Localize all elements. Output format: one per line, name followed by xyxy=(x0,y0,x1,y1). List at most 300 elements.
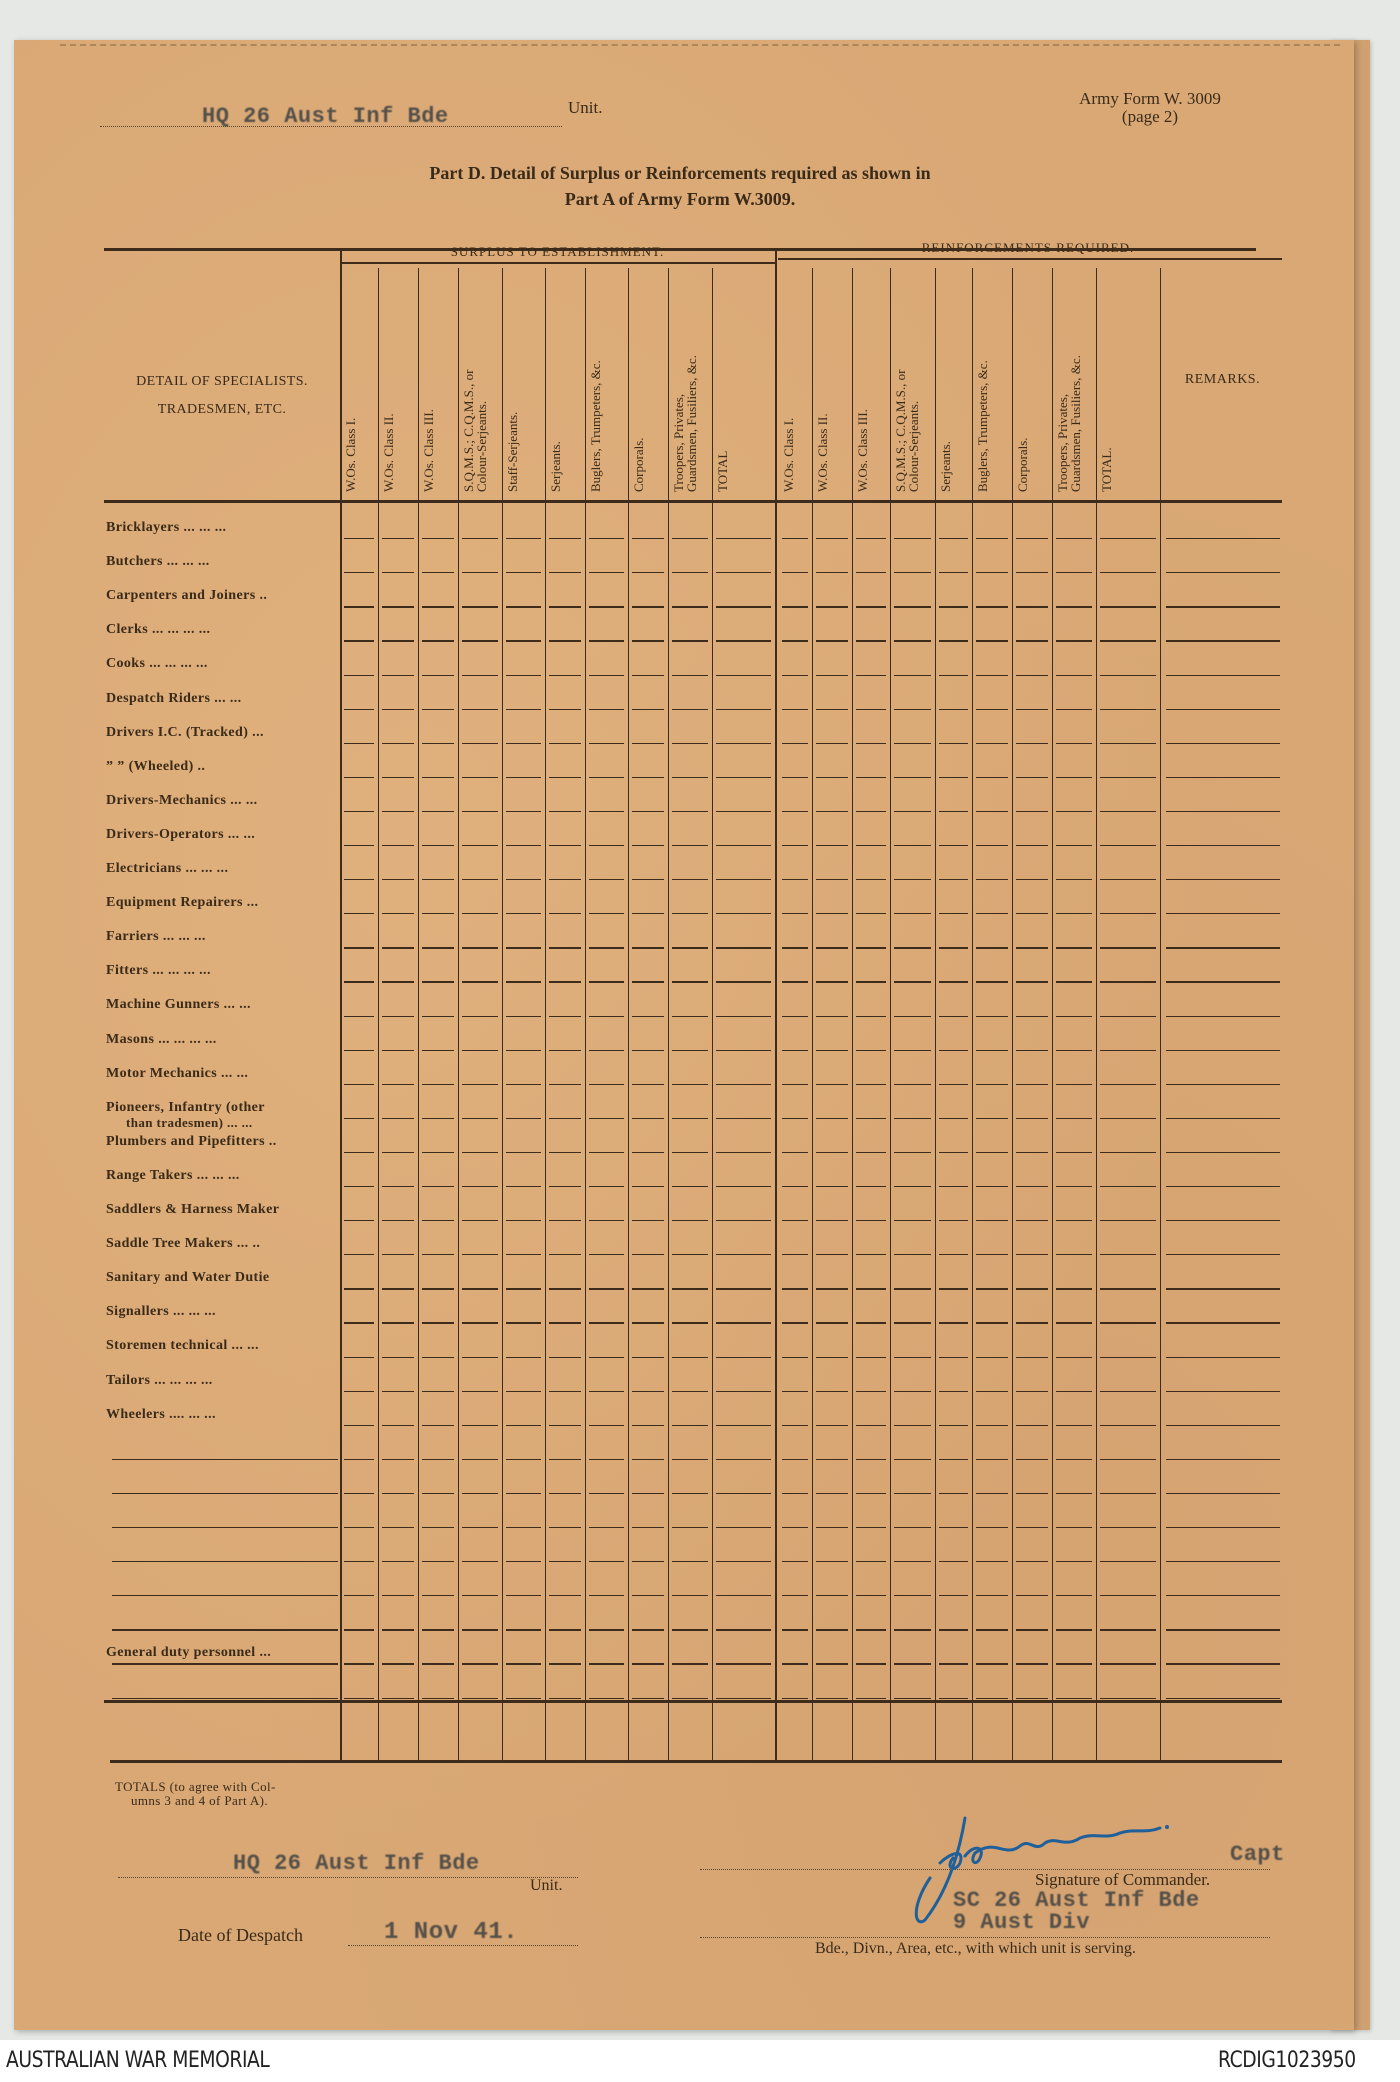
cell-rule xyxy=(782,1357,808,1358)
cell-rule xyxy=(672,1152,708,1153)
cell-rule xyxy=(1100,1254,1156,1255)
cell-rule xyxy=(976,1186,1008,1187)
cell-rule xyxy=(382,1220,414,1221)
cell-rule xyxy=(1056,1016,1092,1017)
surplus-column-header: Buglers, Trumpeters, &c. xyxy=(588,360,603,492)
cell-rule xyxy=(344,1322,374,1323)
cell-rule xyxy=(1100,1288,1156,1289)
cell-rule xyxy=(344,640,374,641)
cell-rule xyxy=(816,1459,848,1460)
cell-rule xyxy=(1100,1663,1156,1664)
cell-rule xyxy=(894,640,931,641)
cell-rule xyxy=(382,1118,414,1119)
cell-rule xyxy=(589,777,624,778)
cell-rule xyxy=(672,640,708,641)
cell-rule xyxy=(1100,947,1156,948)
cell-rule xyxy=(1100,1050,1156,1051)
specialist-row-label: Plumbers and Pipefitters .. xyxy=(106,1133,277,1149)
cell-rule xyxy=(506,811,541,812)
cell-rule xyxy=(549,640,581,641)
cell-rule xyxy=(1016,709,1048,710)
cell-rule xyxy=(894,1016,931,1017)
cell-rule xyxy=(589,1016,624,1017)
cell-rule xyxy=(549,981,581,982)
cell-rule xyxy=(782,845,808,846)
signature-stroke-j xyxy=(916,1818,965,1922)
cell-rule xyxy=(1016,1425,1048,1426)
cell-rule xyxy=(816,1254,848,1255)
cell-rule xyxy=(506,1322,541,1323)
cell-rule xyxy=(1056,743,1092,744)
cell-rule xyxy=(1016,1459,1048,1460)
cell-rule xyxy=(422,1663,454,1664)
cell-rule xyxy=(632,1629,664,1630)
label-rule xyxy=(112,1493,338,1494)
remarks-rule xyxy=(1166,1595,1280,1596)
cell-rule xyxy=(462,1527,498,1528)
cell-rule xyxy=(1100,879,1156,880)
cell-rule xyxy=(506,1220,541,1221)
cell-rule xyxy=(344,538,374,539)
cell-rule xyxy=(939,606,968,607)
cell-rule xyxy=(382,1663,414,1664)
cell-rule xyxy=(716,1629,771,1630)
cell-rule xyxy=(589,1220,624,1221)
cell-rule xyxy=(816,743,848,744)
cell-rule xyxy=(506,572,541,573)
detail-header xyxy=(104,368,340,424)
cell-rule xyxy=(1016,879,1048,880)
specialist-row-label: Tailors ... ... ... ... xyxy=(106,1372,213,1388)
cell-rule xyxy=(422,777,454,778)
cell-rule xyxy=(782,675,808,676)
footer-unit-label: Unit. xyxy=(530,1877,563,1894)
remarks-rule xyxy=(1166,1152,1280,1153)
cell-rule xyxy=(976,879,1008,880)
cell-rule xyxy=(1100,743,1156,744)
cell-rule xyxy=(506,640,541,641)
cell-rule xyxy=(1016,913,1048,914)
cell-rule xyxy=(549,1254,581,1255)
cell-rule xyxy=(382,1595,414,1596)
cell-rule xyxy=(632,1288,664,1289)
cell-rule xyxy=(632,845,664,846)
cell-rule xyxy=(856,1595,886,1596)
cell-rule xyxy=(506,845,541,846)
cell-rule xyxy=(1100,777,1156,778)
cell-rule xyxy=(816,1186,848,1187)
cell-rule xyxy=(976,1493,1008,1494)
cell-rule xyxy=(589,1629,624,1630)
cell-rule xyxy=(549,777,581,778)
cell-rule xyxy=(344,1288,374,1289)
cell-rule xyxy=(939,1084,968,1085)
cell-rule xyxy=(344,675,374,676)
cell-rule xyxy=(856,1152,886,1153)
cell-rule xyxy=(716,1254,771,1255)
cell-rule xyxy=(422,913,454,914)
column-divider xyxy=(628,268,629,1760)
cell-rule xyxy=(816,913,848,914)
cell-rule xyxy=(422,709,454,710)
cell-rule xyxy=(1100,1561,1156,1562)
cell-rule xyxy=(632,709,664,710)
cell-rule xyxy=(976,709,1008,710)
cell-rule xyxy=(894,1595,931,1596)
cell-rule xyxy=(939,1016,968,1017)
cell-rule xyxy=(672,1220,708,1221)
cell-rule xyxy=(422,1595,454,1596)
cell-rule xyxy=(976,1391,1008,1392)
cell-rule xyxy=(894,1084,931,1085)
remarks-rule xyxy=(1166,1220,1280,1221)
surplus-column-header: Staff-Serjeants. xyxy=(505,411,520,492)
remarks-rule xyxy=(1166,1186,1280,1187)
cell-rule xyxy=(1100,1459,1156,1460)
cell-rule xyxy=(422,538,454,539)
cell-rule xyxy=(462,572,498,573)
cell-rule xyxy=(816,947,848,948)
cell-rule xyxy=(382,1016,414,1017)
cell-rule xyxy=(976,640,1008,641)
totals-label-line-1: TOTALS (to agree with Col- xyxy=(115,1779,276,1794)
cell-rule xyxy=(1100,1629,1156,1630)
cell-rule xyxy=(549,1050,581,1051)
cell-rule xyxy=(344,1425,374,1426)
cell-rule xyxy=(549,1527,581,1528)
totals-label-line-2: umns 3 and 4 of Part A). xyxy=(131,1793,269,1808)
cell-rule xyxy=(422,1493,454,1494)
cell-rule xyxy=(589,675,624,676)
cell-rule xyxy=(782,947,808,948)
cell-rule xyxy=(632,879,664,880)
cell-rule xyxy=(422,1186,454,1187)
cell-rule xyxy=(976,1084,1008,1085)
cell-rule xyxy=(632,1016,664,1017)
cell-rule xyxy=(632,1084,664,1085)
cell-rule xyxy=(782,1016,808,1017)
cell-rule xyxy=(382,845,414,846)
cell-rule xyxy=(716,572,771,573)
cell-rule xyxy=(816,1084,848,1085)
cell-rule xyxy=(344,1152,374,1153)
cell-rule xyxy=(716,1288,771,1289)
specialist-row-label: Masons ... ... ... ... xyxy=(106,1031,217,1047)
cell-rule xyxy=(382,879,414,880)
cell-rule xyxy=(976,675,1008,676)
cell-rule xyxy=(976,947,1008,948)
cell-rule xyxy=(1100,1527,1156,1528)
cell-rule xyxy=(1016,1254,1048,1255)
cell-rule xyxy=(939,1322,968,1323)
cell-rule xyxy=(382,1152,414,1153)
cell-rule xyxy=(1100,538,1156,539)
cell-rule xyxy=(1016,1288,1048,1289)
cell-rule xyxy=(344,947,374,948)
cell-rule xyxy=(422,1152,454,1153)
cell-rule xyxy=(1016,1391,1048,1392)
cell-rule xyxy=(382,1425,414,1426)
cell-rule xyxy=(422,640,454,641)
cell-rule xyxy=(632,606,664,607)
remarks-rule xyxy=(1166,1357,1280,1358)
cell-rule xyxy=(344,811,374,812)
cell-rule xyxy=(589,947,624,948)
cell-rule xyxy=(856,1561,886,1562)
surplus-group-rule xyxy=(340,262,775,264)
cell-rule xyxy=(782,811,808,812)
cell-rule xyxy=(856,1254,886,1255)
title-line-1: Part D. Detail of Surplus or Reinforcements required as shown in xyxy=(429,163,931,183)
cell-rule xyxy=(816,879,848,880)
cell-rule xyxy=(856,845,886,846)
cell-rule xyxy=(632,1050,664,1051)
header-bottom-rule xyxy=(104,500,1282,503)
cell-rule xyxy=(632,913,664,914)
cell-rule xyxy=(894,1322,931,1323)
cell-rule xyxy=(549,1459,581,1460)
column-divider xyxy=(1096,268,1097,1760)
specialist-row-label: Bricklayers ... ... ... xyxy=(106,520,227,535)
cell-rule xyxy=(632,1595,664,1596)
cell-rule xyxy=(1056,1152,1092,1153)
cell-rule xyxy=(382,1527,414,1528)
cell-rule xyxy=(939,1220,968,1221)
cell-rule xyxy=(782,913,808,914)
reinforcement-column-header: S.Q.M.S.; C.Q.M.S., or Colour-Serjeants. xyxy=(893,369,921,492)
cell-rule xyxy=(716,1322,771,1323)
cell-rule xyxy=(976,1288,1008,1289)
cell-rule xyxy=(382,947,414,948)
cell-rule xyxy=(344,1663,374,1664)
cell-rule xyxy=(856,572,886,573)
cell-rule xyxy=(782,1118,808,1119)
cell-rule xyxy=(1056,811,1092,812)
cell-rule xyxy=(549,538,581,539)
surplus-column-header: Serjeants. xyxy=(548,441,563,492)
column-divider xyxy=(972,268,973,1760)
cell-rule xyxy=(344,1391,374,1392)
cell-rule xyxy=(716,538,771,539)
cell-rule xyxy=(422,845,454,846)
cell-rule xyxy=(344,879,374,880)
cell-rule xyxy=(632,1391,664,1392)
cell-rule xyxy=(939,1493,968,1494)
cell-rule xyxy=(856,1118,886,1119)
cell-rule xyxy=(549,606,581,607)
reinforcements-group-header: REINFORCEMENTS REQUIRED. xyxy=(921,240,1135,255)
cell-rule xyxy=(939,640,968,641)
serving-label: Bde., Divn., Area, etc., with which unit is serving. xyxy=(815,1940,1136,1957)
cell-rule xyxy=(549,913,581,914)
cell-rule xyxy=(1100,1425,1156,1426)
cell-rule xyxy=(939,1288,968,1289)
cell-rule xyxy=(976,1118,1008,1119)
cell-rule xyxy=(1016,811,1048,812)
cell-rule xyxy=(939,1186,968,1187)
cell-rule xyxy=(549,709,581,710)
cell-rule xyxy=(672,1050,708,1051)
cell-rule xyxy=(816,845,848,846)
cell-rule xyxy=(462,1322,498,1323)
cell-rule xyxy=(816,1288,848,1289)
cell-rule xyxy=(462,675,498,676)
cell-rule xyxy=(462,743,498,744)
cell-rule xyxy=(782,981,808,982)
cell-rule xyxy=(894,1050,931,1051)
specialist-row-label: Farriers ... ... ... xyxy=(106,929,206,945)
cell-rule xyxy=(894,913,931,914)
cell-rule xyxy=(589,811,624,812)
cell-rule xyxy=(1056,1595,1092,1596)
cell-rule xyxy=(462,1561,498,1562)
cell-rule xyxy=(549,1357,581,1358)
cell-rule xyxy=(782,1527,808,1528)
cell-rule xyxy=(856,538,886,539)
cell-rule xyxy=(1056,1561,1092,1562)
cell-rule xyxy=(894,743,931,744)
cell-rule xyxy=(549,572,581,573)
cell-rule xyxy=(1016,1084,1048,1085)
label-rule xyxy=(112,1663,338,1664)
cell-rule xyxy=(1056,845,1092,846)
cell-rule xyxy=(422,1220,454,1221)
cell-rule xyxy=(894,1152,931,1153)
cell-rule xyxy=(549,1288,581,1289)
reinforcement-column-header: Corporals. xyxy=(1015,437,1030,492)
cell-rule xyxy=(976,538,1008,539)
reinforcement-column-header: Buglers, Trumpeters, &c. xyxy=(975,360,990,492)
remarks-rule xyxy=(1166,743,1280,744)
cell-rule xyxy=(816,572,848,573)
reinforcement-column-header: Troopers, Privates, Guardsmen, Fusiliers, &c. xyxy=(1055,355,1083,492)
perforated-edge xyxy=(60,44,1340,46)
cell-rule xyxy=(632,743,664,744)
cell-rule xyxy=(344,913,374,914)
cell-rule xyxy=(856,1629,886,1630)
cell-rule xyxy=(894,1663,931,1664)
cell-rule xyxy=(856,1322,886,1323)
cell-rule xyxy=(716,1050,771,1051)
cell-rule xyxy=(344,743,374,744)
cell-rule xyxy=(589,1425,624,1426)
rank: Capt xyxy=(1230,1842,1285,1867)
cell-rule xyxy=(1016,1357,1048,1358)
column-divider xyxy=(378,268,379,1760)
footer-unit-field xyxy=(118,1851,578,1878)
specialist-row-label: Sanitary and Water Dutie xyxy=(106,1270,270,1286)
cell-rule xyxy=(816,606,848,607)
cell-rule xyxy=(589,1595,624,1596)
cell-rule xyxy=(632,675,664,676)
cell-rule xyxy=(716,1391,771,1392)
cell-rule xyxy=(782,1459,808,1460)
cell-rule xyxy=(1100,1186,1156,1187)
cell-rule xyxy=(1100,1391,1156,1392)
cell-rule xyxy=(816,811,848,812)
specialist-row-label: Clerks ... ... ... ... xyxy=(106,622,211,638)
cell-rule xyxy=(672,1527,708,1528)
label-rule xyxy=(112,1561,338,1562)
surplus-column-header: W.Os. Class III. xyxy=(421,409,436,492)
cell-rule xyxy=(422,1322,454,1323)
cell-rule xyxy=(344,572,374,573)
cell-rule xyxy=(344,1050,374,1051)
cell-rule xyxy=(939,1357,968,1358)
cell-rule xyxy=(462,777,498,778)
cell-rule xyxy=(422,1459,454,1460)
label-rule xyxy=(112,1595,338,1596)
cell-rule xyxy=(506,709,541,710)
cell-rule xyxy=(1100,1016,1156,1017)
remarks-rule xyxy=(1166,572,1280,573)
cell-rule xyxy=(816,777,848,778)
reinforcement-column-header: W.Os. Class I. xyxy=(781,417,796,492)
cell-rule xyxy=(589,1118,624,1119)
cell-rule xyxy=(716,1561,771,1562)
cell-rule xyxy=(782,1425,808,1426)
cell-rule xyxy=(344,1254,374,1255)
cell-rule xyxy=(344,981,374,982)
cell-rule xyxy=(782,1050,808,1051)
cell-rule xyxy=(672,743,708,744)
cell-rule xyxy=(589,538,624,539)
cell-rule xyxy=(894,1118,931,1119)
cell-rule xyxy=(939,981,968,982)
cell-rule xyxy=(506,1254,541,1255)
cell-rule xyxy=(506,538,541,539)
cell-rule xyxy=(672,1493,708,1494)
title-line-2: Part A of Army Form W.3009. xyxy=(564,189,796,209)
cell-rule xyxy=(506,606,541,607)
cell-rule xyxy=(716,845,771,846)
cell-rule xyxy=(894,606,931,607)
remarks-rule xyxy=(1166,811,1280,812)
cell-rule xyxy=(549,947,581,948)
cell-rule xyxy=(894,1561,931,1562)
cell-rule xyxy=(1056,1254,1092,1255)
cell-rule xyxy=(939,572,968,573)
cell-rule xyxy=(672,1629,708,1630)
cell-rule xyxy=(1016,1629,1048,1630)
cell-rule xyxy=(422,947,454,948)
cell-rule xyxy=(816,1322,848,1323)
column-divider xyxy=(502,268,503,1760)
specialist-row-label: Motor Mechanics ... ... xyxy=(106,1065,249,1081)
cell-rule xyxy=(976,811,1008,812)
cell-rule xyxy=(344,1220,374,1221)
cell-rule xyxy=(344,777,374,778)
cell-rule xyxy=(672,981,708,982)
cell-rule xyxy=(716,1493,771,1494)
footer-unit-value: HQ 26 Aust Inf Bde xyxy=(233,1851,480,1876)
cell-rule xyxy=(976,1357,1008,1358)
column-divider xyxy=(852,268,853,1760)
cell-rule xyxy=(382,777,414,778)
cell-rule xyxy=(1056,709,1092,710)
remarks-rule xyxy=(1166,777,1280,778)
cell-rule xyxy=(1016,1493,1048,1494)
cell-rule xyxy=(382,1357,414,1358)
cell-rule xyxy=(716,1595,771,1596)
cell-rule xyxy=(939,1561,968,1562)
cell-rule xyxy=(422,1425,454,1426)
specialist-row-label: Storemen technical ... ... xyxy=(106,1338,259,1354)
unit-field xyxy=(100,100,562,127)
cell-rule xyxy=(1056,1288,1092,1289)
cell-rule xyxy=(939,538,968,539)
cell-rule xyxy=(782,777,808,778)
